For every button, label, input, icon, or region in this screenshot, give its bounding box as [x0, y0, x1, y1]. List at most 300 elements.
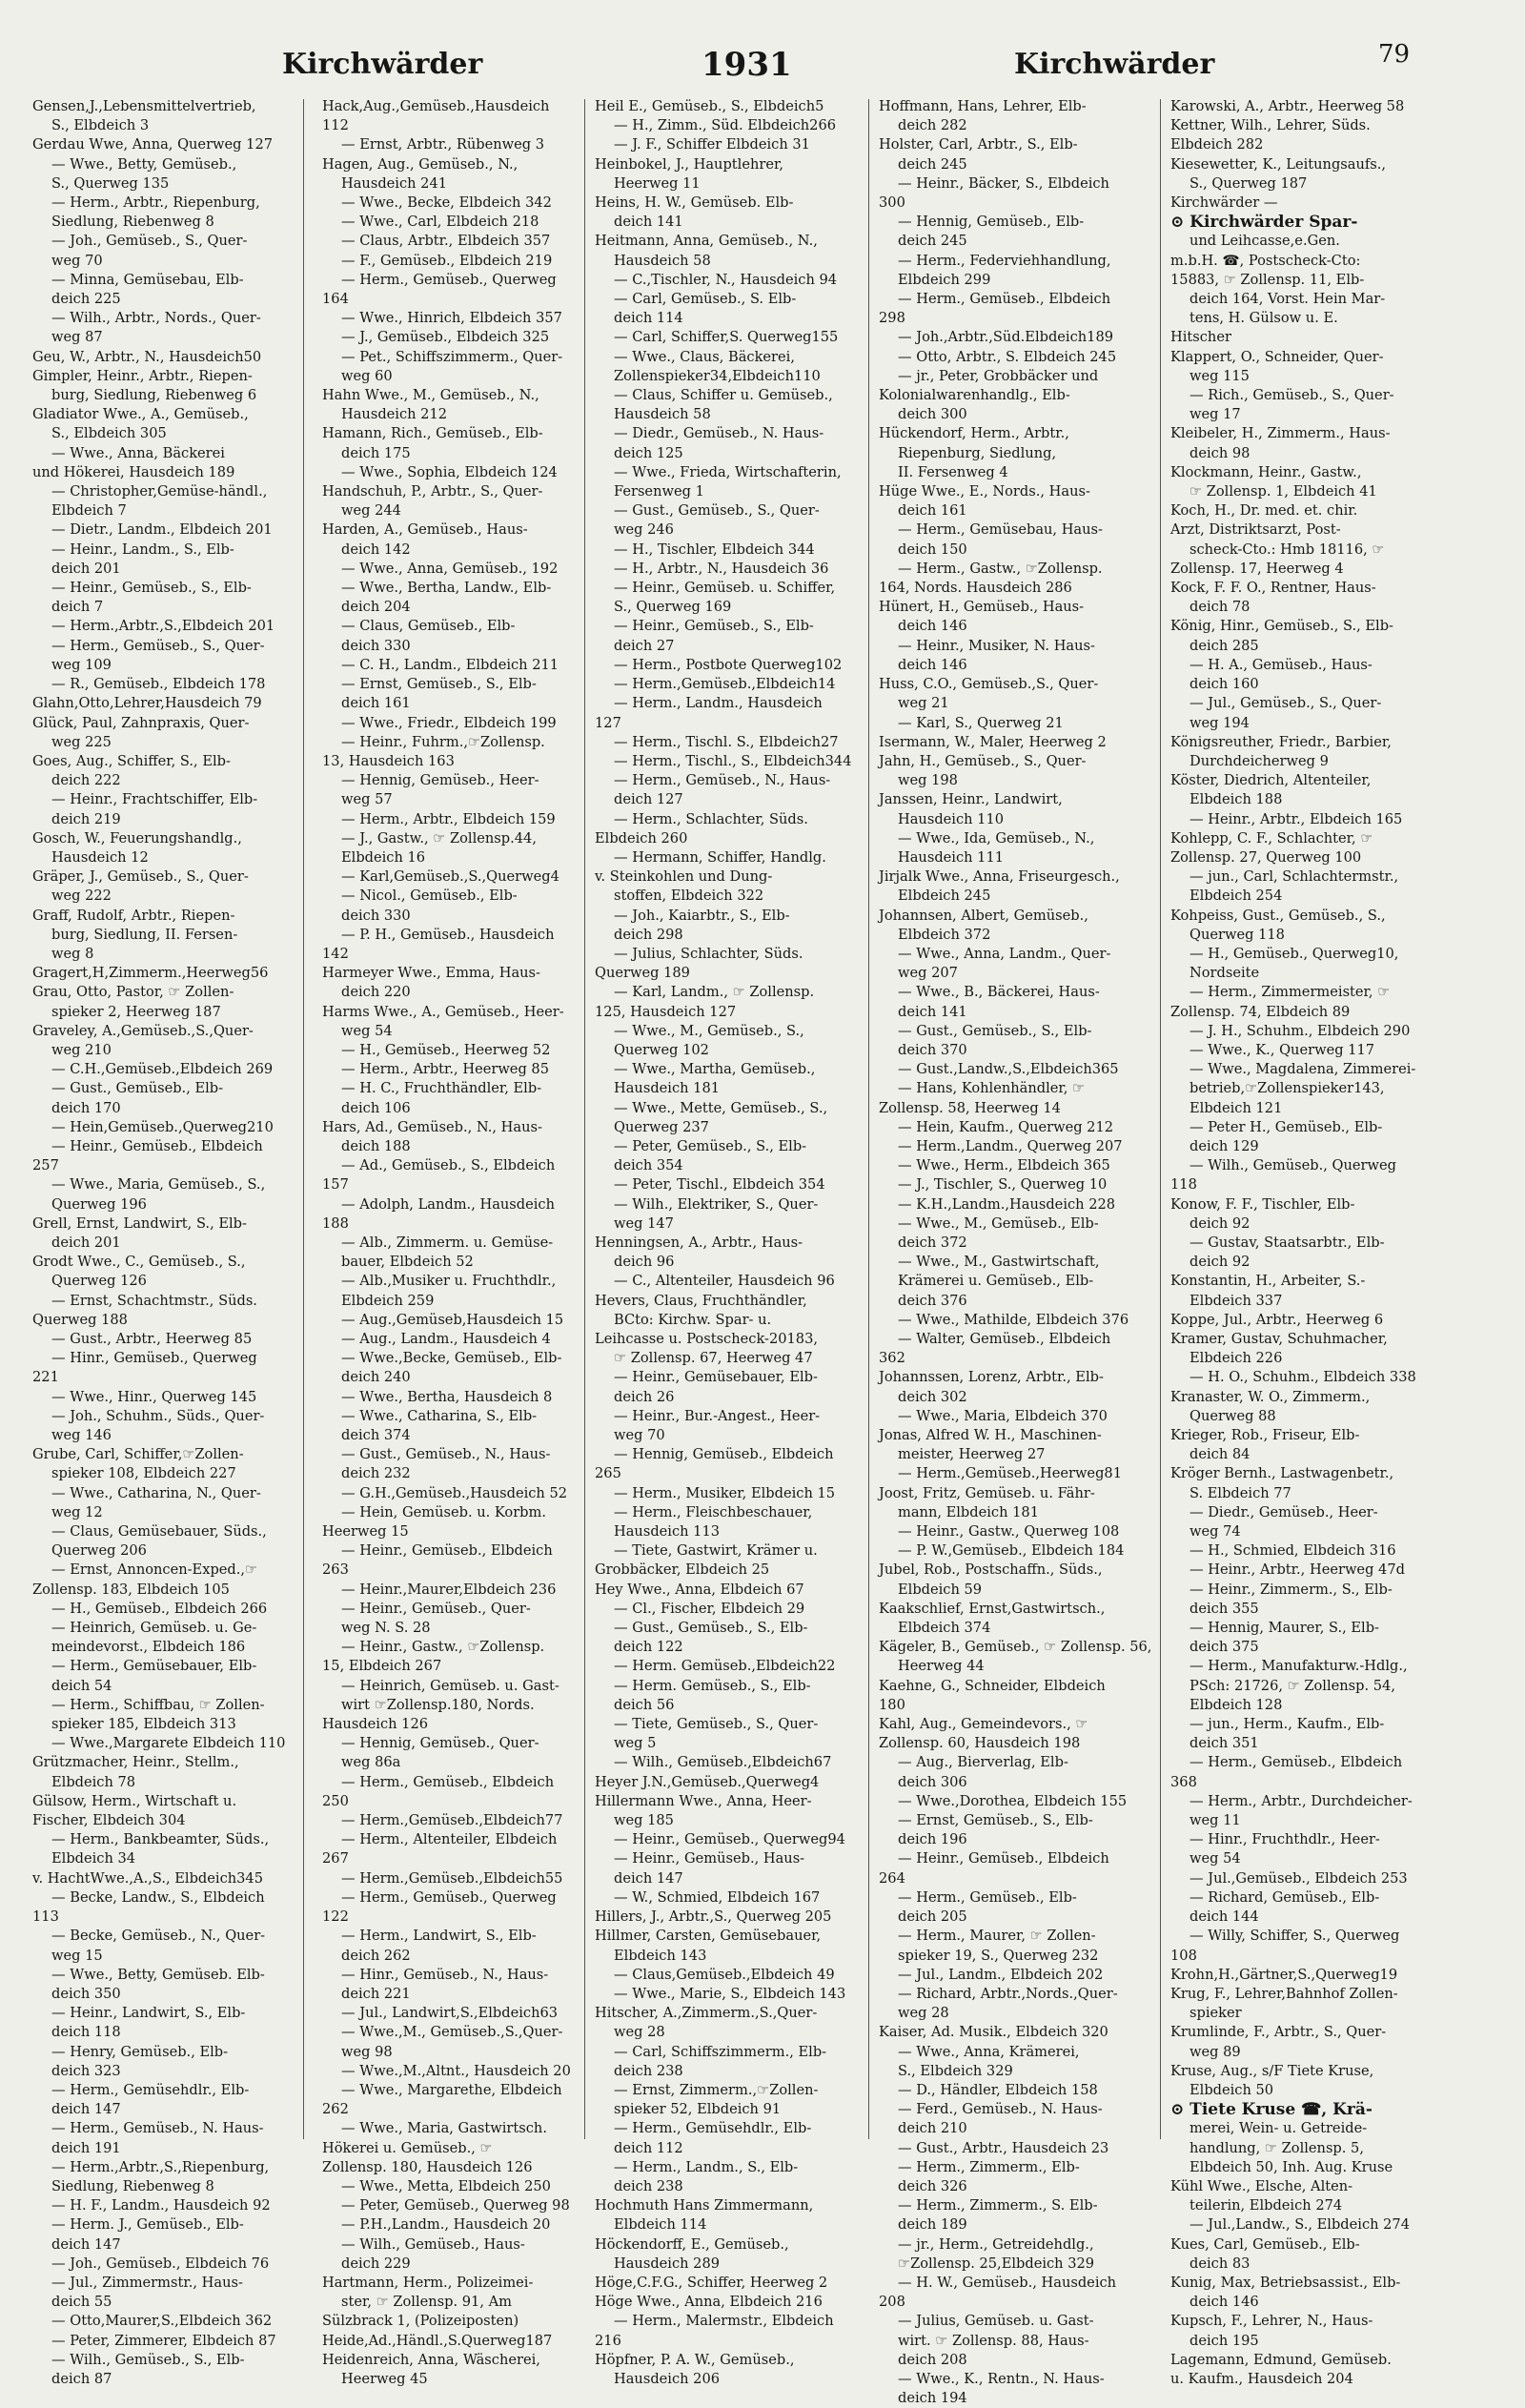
directory-line: Querweg 237 [614, 1118, 709, 1135]
directory-line: — Herm., Gemüseb., Elbdeich [898, 291, 1111, 308]
directory-line: Hitscher [1170, 329, 1231, 346]
directory-line: — Wilh., Elektriker, S., Quer- [614, 1195, 819, 1213]
directory-line: Querweg 88 [1190, 1407, 1276, 1424]
directory-line: deich 147 [51, 2235, 121, 2253]
directory-line: Riepenburg, Siedlung, [898, 444, 1057, 461]
directory-line: — Wwe., Anna, Krämerei, [898, 2043, 1080, 2060]
directory-line: — Heinr., Gastw., ☞Zollensp. [341, 1639, 545, 1656]
directory-line: — Wwe., M., Gemüseb., S., [614, 1022, 804, 1039]
directory-line: — Gust., Gemüseb., S., Elb- [614, 1620, 808, 1637]
directory-line: — Karl,Gemüseb.,S.,Querweg4 [341, 868, 559, 886]
directory-line: — Aug., Landm., Hausdeich 4 [341, 1331, 551, 1347]
directory-line: — Herm., Altenteiler, Elbdeich [341, 1831, 558, 1848]
directory-line: — Hinr., Fruchthdlr., Heer- [1190, 1831, 1380, 1848]
directory-line: Klappert, O., Schneider, Quer- [1170, 348, 1384, 365]
directory-line: deich 84 [1190, 1446, 1250, 1463]
directory-line: meister, Heerweg 27 [898, 1446, 1046, 1463]
directory-line: — Gust., Arbtr., Hausdeich 23 [898, 2139, 1109, 2156]
directory-line: Querweg 126 [51, 1273, 147, 1290]
directory-line: 13, Hausdeich 163 [322, 752, 455, 769]
directory-line: Kägeler, B., Gemüseb., ☞ Zollensp. 56, [879, 1639, 1152, 1656]
directory-line: Heil E., Gemüseb., S., Elbdeich5 [595, 98, 824, 114]
directory-line: deich 147 [51, 2101, 121, 2118]
directory-line: — Hennig, Gemüseb., Elbdeich [614, 1446, 834, 1463]
directory-line: Glück, Paul, Zahnpraxis, Quer- [32, 714, 250, 731]
directory-line: — Herm., Gemüseb., N. Haus- [51, 2120, 264, 2137]
directory-line: 125, Hausdeich 127 [595, 1003, 737, 1020]
directory-line: — Herm., Musiker, Elbdeich 15 [614, 1484, 836, 1501]
directory-line: — Claus, Gemüsebauer, Süds., [51, 1523, 267, 1541]
directory-line: — Herm., Maurer, ☞ Zollen- [898, 1928, 1096, 1945]
directory-line: Koppe, Jul., Arbtr., Heerweg 6 [1170, 1311, 1384, 1328]
directory-line: Grützmacher, Heinr., Stellm., [32, 1754, 239, 1771]
directory-line: 118 [1170, 1176, 1197, 1194]
directory-line: Isermann, W., Maler, Heerweg 2 [879, 733, 1107, 750]
directory-line: ☞Zollensp. 25,Elbdeich 329 [898, 2255, 1095, 2272]
directory-line: Gladiator Wwe., A., Gemüseb., [32, 406, 249, 423]
directory-line: deich 54 [51, 1677, 112, 1694]
directory-line: — Wwe.,Dorothea, Elbdeich 155 [898, 1792, 1128, 1809]
directory-line: Heinbokel, J., Hauptlehrer, [595, 155, 783, 173]
directory-line: deich 375 [1190, 1639, 1259, 1656]
directory-line: Elbdeich 114 [614, 2216, 707, 2234]
directory-line: Fischer, Elbdeich 304 [32, 1812, 186, 1829]
directory-line: Hausdeich 58 [614, 406, 711, 423]
directory-line: Heitmann, Anna, Gemüseb., N., [595, 233, 818, 250]
directory-line: — H. F., Landm., Hausdeich 92 [51, 2197, 271, 2214]
directory-line: Hüge Wwe., E., Nords., Haus- [879, 483, 1090, 500]
directory-line: Jirjalk Wwe., Anna, Friseurgesch., [879, 868, 1120, 886]
directory-line: 362 [879, 1350, 905, 1367]
directory-line: — Wwe., Catharina, S., Elb- [341, 1407, 538, 1424]
directory-line: deich 238 [614, 2177, 683, 2194]
directory-line: — Heinr., Gemüseb., Quer- [341, 1600, 531, 1617]
directory-line: deich 161 [341, 695, 411, 712]
directory-line: Elbdeich 245 [898, 888, 991, 905]
directory-line: — Richard, Arbtr.,Nords.,Quer- [898, 1985, 1118, 2002]
directory-line: 263 [322, 1561, 349, 1579]
directory-line: deich 374 [341, 1427, 411, 1444]
directory-line: Elbdeich 7 [51, 502, 127, 520]
directory-line: — Claus, Arbtr., Elbdeich 357 [341, 233, 551, 250]
directory-line: — H. O., Schuhm., Elbdeich 338 [1190, 1369, 1416, 1386]
directory-line: Kolonialwarenhandlg., Elb- [879, 387, 1070, 404]
directory-line: — J. F., Schiffer Elbdeich 31 [614, 136, 810, 153]
directory-line: — Herm., Zimmerm., Elb- [898, 2158, 1080, 2175]
directory-line: — Hein,Gemüseb.,Querweg210 [51, 1118, 274, 1135]
directory-line: — Wwe., K., Querweg 117 [1190, 1041, 1375, 1058]
directory-line: deich 220 [341, 984, 411, 1001]
directory-line: deich 355 [1190, 1600, 1259, 1617]
directory-line: Grube, Carl, Schiffer,☞Zollen- [32, 1446, 244, 1463]
directory-line: deich 225 [51, 291, 121, 308]
directory-line: deich 144 [1190, 1908, 1259, 1926]
directory-line: weg 57 [341, 791, 393, 808]
directory-line: Kock, F. F. O., Rentner, Haus- [1170, 580, 1376, 597]
directory-line: deich 125 [614, 444, 683, 461]
directory-line: — Wwe., Marie, S., Elbdeich 143 [614, 1985, 846, 2002]
directory-line: Köster, Diedrich, Altenteiler, [1170, 772, 1372, 789]
directory-line: — Hinr., Gemüseb., N., Haus- [341, 1966, 549, 1983]
directory-line: Zollensp. 183, Elbdeich 105 [32, 1581, 230, 1598]
directory-line: Querweg 102 [614, 1041, 709, 1058]
directory-line: — J., Tischler, S., Querweg 10 [898, 1176, 1108, 1194]
directory-line: — Jul., Zimmermstr., Haus- [51, 2274, 243, 2291]
directory-line: Querweg 118 [1190, 926, 1285, 943]
directory-line: Gensen,J.,Lebensmittelvertrieb, [32, 98, 256, 114]
directory-line: Höge Wwe., Anna, Elbdeich 216 [595, 2294, 823, 2311]
directory-line: deich 306 [898, 1773, 967, 1790]
directory-line: deich 262 [341, 1947, 411, 1964]
column-divider [868, 99, 869, 2139]
directory-line: — Herm., Arbtr., Durchdeicher- [1190, 1792, 1413, 1809]
directory-line: — Jul., Landwirt,S.,Elbdeich63 [341, 2005, 559, 2022]
directory-line: Hillers, J., Arbtr.,S., Querweg 205 [595, 1908, 832, 1926]
directory-line: Königsreuther, Friedr., Barbier, [1170, 733, 1392, 750]
directory-line: — Wwe.,Margarete Elbdeich 110 [51, 1735, 286, 1752]
directory-line: — Herm., Schiffbau, ☞ Zollen- [51, 1696, 265, 1713]
directory-line: Krug, F., Lehrer,Bahnhof Zollen- [1170, 1985, 1398, 2002]
directory-line: deich 78 [1190, 599, 1250, 616]
directory-line: 15, Elbdeich 267 [322, 1658, 442, 1675]
directory-line: — Wilh., Gemüseb.,Elbdeich67 [614, 1754, 832, 1771]
directory-line: — Heinr., Frachtschiffer, Elb- [51, 791, 258, 808]
directory-line: deich 96 [614, 1254, 675, 1271]
directory-line: — Gust., Gemüseb., S., Quer- [614, 502, 820, 520]
directory-line: 267 [322, 1850, 349, 1867]
header-year: 1931 [702, 46, 792, 84]
directory-line: — Wwe.,M.,Altnt., Hausdeich 20 [341, 2062, 571, 2079]
directory-line: — Herm., Federviehhandlung, [898, 252, 1111, 269]
directory-line: weg 89 [1190, 2043, 1241, 2060]
directory-line: deich 376 [898, 1292, 967, 1309]
directory-line: Querweg 206 [51, 1542, 147, 1560]
directory-line: — Diedr., Gemüseb., Heer- [1190, 1503, 1378, 1520]
directory-line: — Heinr., Gastw., Querweg 108 [898, 1523, 1120, 1541]
directory-line: — Heinr., Gemüseb., Querweg94 [614, 1831, 845, 1848]
directory-line: Hars, Ad., Gemüseb., N., Haus- [322, 1118, 542, 1135]
directory-line: — Heinr., Gemüseb., Haus- [614, 1850, 805, 1867]
directory-line: weg 11 [1190, 1812, 1241, 1829]
directory-line: 164, Nords. Hausdeich 286 [879, 580, 1072, 597]
directory-line: deich 245 [898, 233, 967, 250]
directory-line: — Aug., Bierverlag, Elb- [898, 1754, 1068, 1771]
directory-line: — Becke, Landw., S., Elbdeich [51, 1888, 265, 1906]
directory-line: Zollenspieker34,Elbdeich110 [614, 367, 821, 384]
directory-line: Kaehne, G., Schneider, Elbdeich [879, 1677, 1106, 1694]
directory-line: — Wilh., Arbtr., Nords., Quer- [51, 310, 261, 327]
directory-line: — Wwe., Becke, Elbdeich 342 [341, 194, 552, 212]
directory-line: — Nicol., Gemüseb., Elb- [341, 888, 518, 905]
directory-line: Goes, Aug., Schiffer, S., Elb- [32, 752, 231, 769]
directory-line: — Joh., Kaiarbtr., S., Elb- [614, 907, 790, 924]
directory-line: deich 147 [614, 1869, 683, 1887]
directory-line: Geu, W., Arbtr., N., Hausdeich50 [32, 348, 262, 365]
directory-line: — J., Gastw., ☞ Zollensp.44, [341, 829, 537, 847]
directory-line: — Wwe., Magdalena, Zimmerei- [1190, 1061, 1416, 1078]
directory-line: — Hennig, Maurer, S., Elb- [1190, 1620, 1379, 1637]
directory-line: — Heinr., Landm., S., Elb- [51, 541, 234, 558]
directory-line: — Hennig, Gemüseb., Heer- [341, 772, 539, 789]
directory-line: — Herm., Manufakturw.-Hdlg., [1190, 1658, 1408, 1675]
directory-line: Gülsow, Herm., Wirtschaft u. [32, 1792, 237, 1809]
directory-line: — Tiete, Gemüseb., S., Quer- [614, 1716, 819, 1733]
directory-line: deich 326 [898, 2177, 967, 2194]
directory-line: König, Hinr., Gemüseb., S., Elb- [1170, 618, 1393, 635]
directory-line: Sülzbrack 1, (Polizeiposten) [322, 2313, 519, 2330]
directory-line: weg 54 [341, 1022, 393, 1039]
directory-line: deich 160 [1190, 676, 1259, 693]
directory-line: — Joh., Gemüseb., Elbdeich 76 [51, 2255, 270, 2272]
directory-line: — Gustav, Staatsarbtr., Elb- [1190, 1234, 1385, 1251]
directory-line: deich 350 [51, 1985, 121, 2002]
directory-line: Krohn,H.,Gärtner,S.,Querweg19 [1170, 1966, 1398, 1983]
directory-line: — Heinr., Gemüseb., S., Elb- [614, 618, 814, 635]
directory-line: 262 [322, 2101, 349, 2118]
directory-line: — F., Gemüseb., Elbdeich 219 [341, 252, 553, 269]
directory-line: tens, H. Gülsow u. E. [1190, 310, 1338, 327]
directory-line: — Wwe., Ida, Gemüseb., N., [898, 829, 1095, 847]
column-1 [32, 97, 292, 2387]
directory-line: Johannsen, Albert, Gemüseb., [879, 907, 1088, 924]
directory-line: S., Querweg 135 [51, 174, 170, 192]
directory-line: — Ad., Gemüseb., S., Elbdeich [341, 1157, 556, 1174]
directory-line: — Wwe., Mathilde, Elbdeich 376 [898, 1311, 1129, 1328]
directory-line: Grell, Ernst, Landwirt, S., Elb- [32, 1214, 247, 1232]
directory-line: deich 208 [898, 2351, 967, 2368]
directory-line: — Alb., Zimmerm. u. Gemüse- [341, 1234, 554, 1251]
directory-line: — Richard, Gemüseb., Elb- [1190, 1888, 1380, 1906]
directory-line: Hausdeich 110 [898, 810, 1005, 827]
directory-line: weg 185 [614, 1812, 674, 1829]
directory-line: Gerdau Wwe, Anna, Querweg 127 [32, 136, 274, 153]
directory-line: — Herm., Fleischbeschauer, [614, 1503, 813, 1520]
directory-line: 265 [595, 1465, 621, 1482]
directory-line: — Herm., Gemüsebau, Haus- [898, 521, 1103, 539]
directory-line: deich 205 [898, 1908, 967, 1926]
directory-line: deich 229 [341, 2255, 411, 2272]
directory-line: deich 194 [898, 2390, 967, 2407]
directory-line: scheck-Cto.: Hmb 18116, ☞ [1190, 541, 1385, 558]
directory-line: — Wilh., Gemüseb., Querweg [1190, 1157, 1396, 1174]
directory-line: Querweg 189 [595, 965, 690, 982]
directory-line: weg 246 [614, 521, 674, 539]
directory-line: — jun., Herm., Kaufm., Elb- [1190, 1716, 1385, 1733]
directory-line: 164 [322, 291, 349, 308]
directory-line: weg 98 [341, 2043, 393, 2060]
directory-line: deich 56 [614, 1696, 675, 1713]
directory-line: merei, Wein- u. Getreide- [1190, 2120, 1368, 2137]
directory-line: — jr., Herm., Getreidehdlg., [898, 2235, 1094, 2253]
directory-line: — G.H.,Gemüseb.,Hausdeich 52 [341, 1484, 568, 1501]
directory-line: deich 161 [898, 502, 967, 520]
directory-line: — Herm.,Gemüseb.,Heerweg81 [898, 1465, 1122, 1482]
directory-line: Elbdeich 259 [341, 1292, 435, 1309]
directory-line: Siedlung, Riebenweg 8 [51, 214, 214, 231]
directory-line: — Wwe.,Becke, Gemüseb., Elb- [341, 1350, 562, 1367]
directory-line: Höge,C.F.G., Schiffer, Heerweg 2 [595, 2274, 828, 2291]
directory-line: wirt ☞Zollensp.180, Nords. [341, 1696, 535, 1713]
directory-line: deich 146 [898, 618, 967, 635]
page-number: 79 [1378, 40, 1411, 69]
directory-line: Elbdeich 50 [1190, 2081, 1274, 2098]
directory-line: Heerweg 15 [322, 1523, 409, 1541]
directory-line: Heyer J.N.,Gemüseb.,Querweg4 [595, 1773, 820, 1790]
directory-line: — Herm., Zimmermeister, ☞ [1190, 984, 1391, 1001]
directory-line: — H., Arbtr., N., Hausdeich 36 [614, 560, 829, 577]
directory-line: — Otto, Arbtr., S. Elbdeich 245 [898, 348, 1117, 365]
directory-line: — Herm., Schlachter, Süds. [614, 810, 808, 827]
directory-line: — Wwe., Bertha, Hausdeich 8 [341, 1388, 553, 1405]
directory-line: deich 245 [898, 155, 967, 173]
directory-line: — H., Gemüseb., Heerweg 52 [341, 1041, 551, 1058]
directory-line: wirt. ☞ Zollensp. 88, Haus- [898, 2332, 1089, 2349]
directory-line: betrieb,☞Zollenspieker143, [1190, 1080, 1385, 1097]
directory-line: — Herm., Arbtr., Riepenburg, [51, 194, 260, 212]
directory-line: deich 370 [898, 1041, 967, 1058]
directory-line: — Hennig, Gemüseb., Elb- [898, 214, 1085, 231]
directory-line: — Peter, Zimmerer, Elbdeich 87 [51, 2332, 276, 2349]
directory-line: deich 7 [51, 599, 104, 616]
directory-line: weg 15 [51, 1947, 103, 1964]
directory-line: deich 240 [341, 1369, 411, 1386]
directory-line: — C. H., Landm., Elbdeich 211 [341, 656, 559, 673]
directory-line: weg 147 [614, 1214, 674, 1232]
directory-line: — Adolph, Landm., Hausdeich [341, 1195, 556, 1213]
directory-line: — Aug.,Gemüseb,Hausdeich 15 [341, 1311, 564, 1328]
directory-line: deich 87 [51, 2370, 112, 2387]
directory-line: — Herm., Gemüseb., Elbdeich [341, 1773, 555, 1790]
directory-line: deich 175 [341, 444, 411, 461]
directory-line: weg 244 [341, 502, 401, 520]
directory-line: Hochmuth Hans Zimmermann, [595, 2197, 814, 2214]
directory-line: Fersenweg 1 [614, 483, 704, 500]
directory-line: deich 146 [898, 656, 967, 673]
directory-line: weg 12 [51, 1503, 103, 1520]
directory-line: Höckendorff, E., Gemüseb., [595, 2235, 789, 2253]
directory-line: Elbdeich 121 [1190, 1099, 1283, 1116]
directory-line: — Wwe., Mette, Gemüseb., S., [614, 1099, 828, 1116]
directory-line: deich 330 [341, 907, 411, 924]
directory-line: — Heinr., Gemüseb., S., Elb- [51, 580, 252, 597]
header-left-place: Kirchwärder [282, 48, 483, 81]
directory-line: — Heinr., Arbtr., Elbdeich 165 [1190, 810, 1403, 827]
column-2 [322, 97, 589, 2387]
directory-line: deich 302 [898, 1388, 967, 1405]
directory-line: Hausdeich 206 [614, 2370, 721, 2387]
directory-line: Krumlinde, F., Arbtr., S., Quer- [1170, 2024, 1387, 2041]
directory-line: — Herm.,Gemüseb.,Elbdeich55 [341, 1869, 563, 1887]
directory-line: 221 [32, 1369, 59, 1386]
directory-line: deich 27 [614, 637, 675, 654]
directory-line: Durchdeicherweg 9 [1190, 752, 1329, 769]
directory-line: 250 [322, 1792, 349, 1809]
directory-line: — Heinr., Gemüseb., Elbdeich [898, 1850, 1109, 1867]
directory-line: deich 164, Vorst. Hein Mar- [1190, 291, 1386, 308]
directory-line: Elbdeich 260 [595, 829, 688, 847]
directory-line: Hillmer, Carsten, Gemüsebauer, [595, 1928, 822, 1945]
directory-line: — Herm., Gemüseb., Querweg [341, 1888, 557, 1906]
directory-line: — Herm., Malermstr., Elbdeich [614, 2313, 834, 2330]
directory-line: — Wwe., Carl, Elbdeich 218 [341, 214, 539, 231]
directory-line: Grau, Otto, Pastor, ☞ Zollen- [32, 984, 234, 1001]
directory-line: Kröger Bernh., Lastwagenbetr., [1170, 1465, 1394, 1482]
directory-line: deich 141 [898, 1003, 967, 1020]
directory-line: Hillermann Wwe., Anna, Heer- [595, 1792, 812, 1809]
directory-line: ☞ Zollensp. 1, Elbdeich 41 [1190, 483, 1377, 500]
directory-line: v. HachtWwe.,A.,S., Elbdeich345 [32, 1869, 264, 1887]
directory-line: Kues, Carl, Gemüseb., Elb- [1170, 2235, 1360, 2253]
directory-line: — Heinr., Gemüseb., Elbdeich [51, 1137, 263, 1154]
directory-line: Hausdeich 58 [614, 252, 711, 269]
directory-line: — Herm., Postbote Querweg102 [614, 656, 843, 673]
directory-line: Johannssen, Lorenz, Arbtr., Elb- [879, 1369, 1104, 1386]
directory-line: Hamann, Rich., Gemüseb., Elb- [322, 425, 543, 442]
directory-line: 368 [1170, 1773, 1197, 1790]
directory-line: Kaakschlief, Ernst,Gastwirtsch., [879, 1600, 1106, 1617]
directory-line: — Heinr., Bur.-Angest., Heer- [614, 1407, 821, 1424]
directory-line: — Heinr., Zimmerm., S., Elb- [1190, 1581, 1393, 1598]
directory-line: weg N. S. 28 [341, 1620, 431, 1637]
directory-line: Elbdeich 59 [898, 1581, 983, 1598]
directory-line: II. Fersenweg 4 [898, 463, 1008, 480]
directory-line: v. Steinkohlen und Dung- [595, 868, 773, 886]
directory-line: weg 194 [1190, 714, 1250, 731]
directory-line: — Wwe., K., Rentn., N. Haus- [898, 2370, 1105, 2387]
directory-line: Hack,Aug.,Gemüseb.,Hausdeich [322, 98, 550, 114]
directory-line: — Herm., Gemüseb., N., Haus- [614, 772, 831, 789]
directory-line: Kaiser, Ad. Musik., Elbdeich 320 [879, 2024, 1108, 2041]
directory-line: weg 74 [1190, 1523, 1241, 1541]
directory-line: — Ernst, Annoncen-Exped.,☞ [51, 1561, 258, 1579]
directory-line: Zollensp. 27, Querweg 100 [1170, 848, 1362, 866]
directory-line: — Walter, Gemüseb., Elbdeich [898, 1331, 1111, 1347]
directory-line: deich 282 [898, 117, 967, 134]
directory-line: deich 118 [51, 2024, 121, 2041]
directory-line: — Herm., Gemüseb., Querweg [341, 271, 557, 288]
directory-line: — Hinr., Gemüseb., Querweg [51, 1350, 257, 1367]
column-4 [879, 97, 1172, 2407]
directory-line: Elbdeich 337 [1190, 1292, 1283, 1309]
directory-line: Krieger, Rob., Friseur, Elb- [1170, 1427, 1360, 1444]
directory-line: Siedlung, Riebenweg 8 [51, 2177, 214, 2194]
directory-line: weg 225 [51, 733, 112, 750]
directory-line: Zollensp. 17, Heerweg 4 [1170, 560, 1344, 577]
directory-line: Hausdeich 212 [341, 406, 448, 423]
directory-line: deich 92 [1190, 1214, 1250, 1232]
directory-line: Huss, C.O., Gemüseb.,S., Quer- [879, 676, 1099, 693]
directory-line: — Claus, Schiffer u. Gemüseb., [614, 387, 833, 404]
directory-line: 108 [1170, 1947, 1197, 1964]
directory-line: — Rich., Gemüseb., S., Quer- [1190, 387, 1394, 404]
directory-line: Hausdeich 126 [322, 1716, 429, 1733]
directory-line: spieker 185, Elbdeich 313 [51, 1716, 236, 1733]
directory-line: deich 298 [614, 926, 683, 943]
directory-line: deich 98 [1190, 444, 1250, 461]
directory-line: Kiesewetter, K., Leitungsaufs., [1170, 155, 1387, 173]
directory-line: weg 8 [51, 945, 94, 962]
directory-line: — Wwe., Martha, Gemüseb., [614, 1061, 816, 1078]
directory-line: deich 196 [898, 1831, 967, 1848]
directory-line: weg 87 [51, 329, 103, 346]
directory-line: deich 195 [1190, 2332, 1259, 2349]
directory-line: — Herm.,Gemüseb.,Elbdeich14 [614, 676, 836, 693]
directory-line: Nordseite [1190, 965, 1260, 982]
directory-line: Kruse, Aug., s/F Tiete Kruse, [1170, 2062, 1374, 2079]
directory-line: Gimpler, Heinr., Arbtr., Riepen- [32, 367, 253, 384]
directory-line: burg, Siedlung, Riebenweg 6 [51, 387, 257, 404]
page-header [0, 29, 1525, 86]
